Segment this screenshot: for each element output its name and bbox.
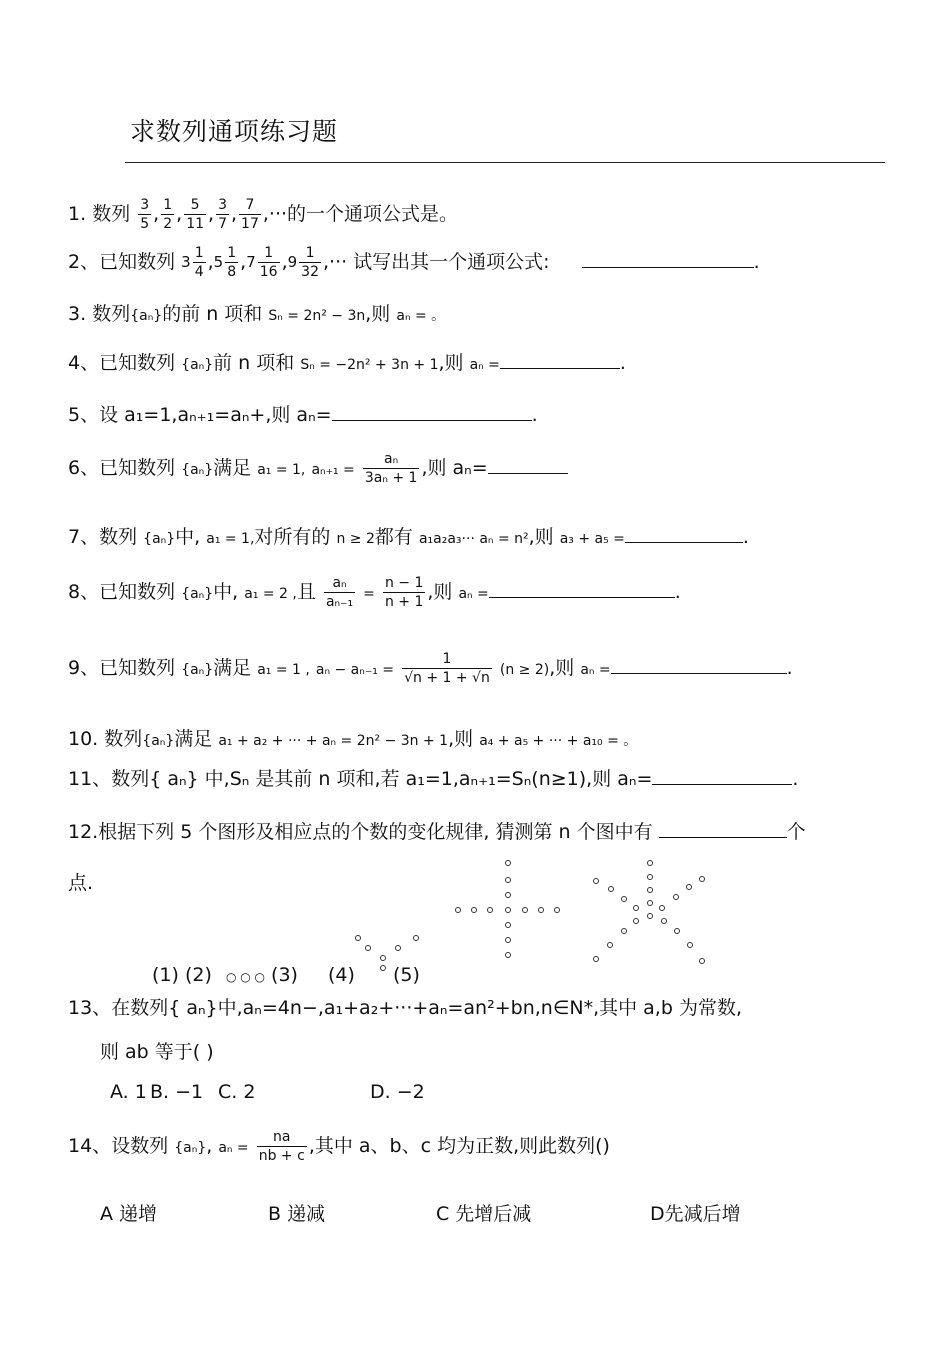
question-5: 5、设 a₁=1,aₙ₊₁=aₙ+,则 aₙ= . [68, 404, 538, 426]
figure-label: (3) [271, 964, 298, 986]
question-text: 则 ab 等于( ) [100, 1041, 214, 1063]
formula: aₙ₊₁ = [311, 462, 355, 478]
question-2: 2、已知数列 3 $\frac{1}{4}$ ,5 $\frac{1}{8}$ ,7 $\frac{1}{16}$ ,9 $\frac{1}{32}$ ,··· 试写出其一个通项公式: . [68, 245, 760, 280]
sequence-symbol: {aₙ} [181, 357, 214, 373]
figure-label: (1) [152, 964, 179, 986]
figure-label: (4) [328, 964, 355, 986]
figure-5-dot [609, 887, 614, 892]
figure-5-dot [648, 914, 653, 919]
question-text: 已知数列 [99, 251, 176, 273]
question-11: 11、数列{ aₙ} 中,Sₙ 是其前 n 项和,若 a₁=1,aₙ₊₁=Sₙ(n≥1),则 aₙ= . [68, 768, 799, 790]
dot-pattern-figures [340, 855, 730, 980]
question-3 [68, 299, 445, 326]
figure-label: (2) [184, 964, 212, 986]
mixed-number: 9 $\frac{1}{32}$ [287, 245, 319, 280]
option-a[interactable]: A 递增 [100, 1203, 158, 1225]
option-d[interactable]: D先减后增 [650, 1203, 741, 1225]
question-number: 5、 [68, 404, 100, 426]
figure-3-dot [356, 936, 361, 941]
figure-4-dot [506, 923, 511, 928]
question-text: 根据下列 5 个图形及相应点的个数的变化规律, 猜测第 n 个图中有 [98, 821, 653, 843]
question-text: ,则 [427, 581, 453, 603]
question-10 [68, 724, 637, 751]
question-text: 满足 [213, 657, 252, 679]
formula: aₙ = [580, 662, 611, 678]
figure-5-dot [594, 957, 599, 962]
formula: a₄ + a₅ + ··· + a₁₀ = 。 [479, 733, 638, 749]
question-text: 的前 n 项和 [162, 303, 263, 325]
figure-5-dot [648, 901, 653, 906]
question-text: 数列 [92, 203, 131, 225]
question-text: 设 a₁=1,aₙ₊₁=aₙ+,则 aₙ= [99, 404, 332, 426]
question-number: 14、 [68, 1135, 112, 1157]
answer-blank[interactable] [488, 455, 568, 474]
question-14: 14、设数列 {aₙ}, aₙ = $\frac{na}{nb + c}$ ,其中 a、b、c 均为正数,则此数列() [68, 1129, 610, 1164]
mixed-number: 7 $\frac{1}{16}$ [246, 245, 278, 280]
question-text: 已知数列 [99, 581, 176, 603]
figure-4-dot [456, 908, 461, 913]
question-number: 2、 [68, 251, 100, 273]
question-text: 已知数列 [99, 657, 176, 679]
formula: n ≥ 2 [336, 531, 375, 547]
question-13-continued [100, 1037, 214, 1064]
question-number: 7、 [68, 526, 100, 548]
question-text: 都有 [374, 526, 413, 548]
question-number: 8、 [68, 581, 100, 603]
question-text: 且 [296, 581, 316, 603]
formula: aₙ = [218, 1140, 249, 1156]
question-text: 数列 [104, 728, 143, 750]
formula: aₙ = [469, 357, 500, 373]
figure-4-dot [472, 908, 477, 913]
page-title: 求数列通项练习题 [130, 117, 339, 146]
question-number: 6、 [68, 457, 100, 479]
mixed-number: 3 $\frac{1}{4}$ [181, 245, 204, 280]
option-b[interactable]: B. −1 [150, 1081, 204, 1103]
formula: Sₙ = 2n² − 3n [268, 308, 366, 324]
question-1: 1. 数列 $\frac{3}{5}$ , $\frac{1}{2}$ , $\frac{5}{11}$ , $\frac{3}{7}$ , $\frac{7}{17}$ ,···的一个通项公式是。 [68, 197, 459, 232]
question-text: 点. [68, 872, 94, 894]
formula: a₁ + a₂ + ··· + aₙ = 2n² − 3n + 1 [218, 733, 449, 749]
figure-4-dot [506, 938, 511, 943]
title-divider [125, 162, 885, 163]
figure-3-dot [414, 936, 419, 941]
question-text: ,则 aₙ= [421, 457, 488, 479]
sequence-symbol: {aₙ} [181, 586, 214, 602]
question-number: 12. [68, 821, 99, 843]
question-text: 对所有的 [254, 526, 331, 548]
question-7: 7、数列 {aₙ}中, a₁ = 1,对所有的 n ≥ 2都有 a₁a₂a₃··· aₙ = n²,则 a₃ + a₅ = . [68, 526, 749, 548]
figure-labels: (1) (2) ○ ○ ○ (3) (4) (5) [152, 964, 420, 986]
fraction: $\frac{1}{2}$ [163, 197, 173, 232]
figure-4-dot [506, 908, 511, 913]
question-text: 的一个通项公式是。 [287, 203, 459, 225]
figure-5-dot [660, 906, 665, 911]
question-text: 设数列 [111, 1135, 169, 1157]
question-text: 数列 [92, 303, 131, 325]
formula: (n ≥ 2) [499, 662, 550, 678]
question-text: ,其中 a、b、c 均为正数,则此数列() [308, 1135, 610, 1157]
question-text: 满足 [174, 728, 213, 750]
sequence-symbol: {aₙ} [143, 531, 176, 547]
question-text: ,则 [549, 657, 575, 679]
formula: aₙ − aₙ₋₁ = [315, 662, 395, 678]
question-text: 前 n 项和 [213, 352, 295, 374]
figure-5-dot [675, 929, 680, 934]
figure-4-dot [488, 908, 493, 913]
sequence-symbol: {aₙ} [142, 733, 175, 749]
fraction: $\frac{3}{7}$ [218, 197, 227, 232]
figure-5-dot [648, 861, 653, 866]
question-text: 中, [213, 581, 239, 603]
figure-5-dot [648, 888, 653, 893]
question-text: 数列{ aₙ} 中,Sₙ 是其前 n 项和,若 a₁=1,aₙ₊₁=Sₙ(n≥1),则 aₙ= [111, 768, 653, 790]
question-text: 已知数列 [99, 457, 176, 479]
formula: Sₙ = −2n² + 3n + 1 [300, 357, 439, 373]
fraction: $\frac{5}{11}$ [186, 197, 205, 232]
figure-5-dot [688, 943, 693, 948]
question-12: 12.根据下列 5 个图形及相应点的个数的变化规律, 猜测第 n 个图中有 个 [68, 821, 806, 843]
question-text: ,则 [448, 728, 474, 750]
question-number: 9、 [68, 657, 100, 679]
answer-blank[interactable] [611, 655, 787, 674]
formula: a₃ + a₅ = [559, 531, 625, 547]
figure-5-dot [687, 885, 692, 890]
question-4: 4、已知数列 {aₙ}前 n 项和 Sₙ = −2n² + 3n + 1,则 aₙ = . [68, 352, 626, 374]
answer-blank[interactable] [652, 766, 792, 785]
answer-blank[interactable] [489, 579, 675, 598]
answer-blank[interactable] [332, 402, 532, 421]
question-text: ,则 [438, 352, 464, 374]
formula: a₁ = 1, [206, 531, 255, 547]
answer-blank[interactable] [582, 249, 754, 268]
figure-4-dot [506, 878, 511, 883]
question-8: 8、已知数列 {aₙ}中, a₁ = 2 ,且 $\frac{\text{aₙ}}{\text{aₙ₋₁}}$ = $\frac{n - 1}{n + 1}$ ,则 aₙ = . [68, 575, 681, 610]
question-text: 满足 [213, 457, 252, 479]
sequence-symbol: {aₙ} [130, 308, 163, 324]
question-text: ,则 [365, 303, 391, 325]
figure-5-dot [700, 877, 705, 882]
figure-5-dot [634, 919, 639, 924]
question-text: 数列 [99, 526, 138, 548]
question-text: ,··· 试写出其一个通项公式: [322, 251, 550, 273]
fraction: $\frac{\text{aₙ}}{\text{aₙ₋₁}}$ [325, 575, 354, 610]
fraction: $\frac{3}{5}$ [140, 197, 150, 232]
fraction: $\frac{na}{nb + c}$ [258, 1129, 305, 1164]
figure-5-dot [674, 895, 679, 900]
option-a[interactable]: A. 1 [110, 1081, 147, 1103]
option-b[interactable]: B 递减 [268, 1203, 326, 1225]
question-text: 已知数列 [99, 352, 176, 374]
sequence-symbol: {aₙ} [181, 662, 214, 678]
fraction: $\frac{\text{aₙ}}{\text{3aₙ + 1}}$ [364, 451, 418, 486]
figure-5-dot [594, 879, 599, 884]
figure-5-dot [648, 875, 653, 880]
figure-5-dot [622, 929, 627, 934]
figure-4-dot [506, 893, 511, 898]
sequence-symbol: {aₙ} [174, 1140, 207, 1156]
question-number: 3. [68, 303, 87, 325]
question-text: 在数列{ aₙ}中,aₙ=4n−,a₁+a₂+···+aₙ=an²+bn,n∈N*,其中 a,b 为常数, [111, 997, 742, 1019]
figure-4-dot [555, 908, 560, 913]
question-6 [68, 450, 568, 487]
figure-5-dot [622, 897, 627, 902]
figure-5-dot [608, 943, 613, 948]
figure-3-dot [366, 946, 371, 951]
question-number: 10. [68, 728, 99, 750]
figure-4-dot [539, 908, 544, 913]
figure-4-dot [523, 908, 528, 913]
formula: a₁a₂a₃··· aₙ = n² [418, 531, 529, 547]
fraction: $\frac{7}{17}$ [241, 197, 259, 232]
formula: aₙ = [458, 586, 489, 602]
option-c[interactable]: C 先增后减 [436, 1203, 532, 1225]
formula: aₙ = 。 [396, 308, 446, 324]
option-c[interactable]: C. 2 [218, 1081, 256, 1103]
question-13 [68, 993, 742, 1020]
figure-label: (5) [392, 964, 420, 986]
answer-blank[interactable] [500, 350, 620, 369]
answer-blank[interactable] [659, 819, 787, 838]
question-number: 13、 [68, 997, 112, 1019]
option-d[interactable]: D. −2 [370, 1081, 425, 1103]
figure-4-dot [506, 861, 511, 866]
question-text: ,则 [528, 526, 554, 548]
question-9: 9、已知数列 {aₙ}满足 a₁ = 1 , aₙ − aₙ₋₁ = $\frac{1}{√n + 1 + √n}$ (n ≥ 2),则 aₙ = . [68, 651, 793, 686]
figure-3-dot [396, 946, 401, 951]
answer-blank[interactable] [625, 524, 743, 543]
formula: a₁ = 1 , [257, 662, 310, 678]
figure-4-dot [506, 953, 511, 958]
question-number: 11、 [68, 768, 112, 790]
mixed-number: 5 $\frac{1}{8}$ [213, 245, 237, 280]
figure-3-dot [381, 956, 386, 961]
figure-5-dot [634, 906, 639, 911]
figure-5-dot [662, 919, 667, 924]
figure-5-dot [700, 959, 705, 964]
fraction: $\frac{1}{√n + 1 + √n}$ [404, 651, 490, 686]
formula: a₁ = 2 , [244, 586, 297, 602]
fraction: $\frac{n - 1}{n + 1}$ [384, 575, 424, 610]
formula: a₁ = 1, [257, 462, 306, 478]
question-12-continued [68, 868, 93, 895]
question-number: 4、 [68, 352, 100, 374]
question-text: 中, [175, 526, 201, 548]
sequence-symbol: {aₙ} [181, 462, 214, 478]
question-number: 1. [68, 203, 87, 225]
